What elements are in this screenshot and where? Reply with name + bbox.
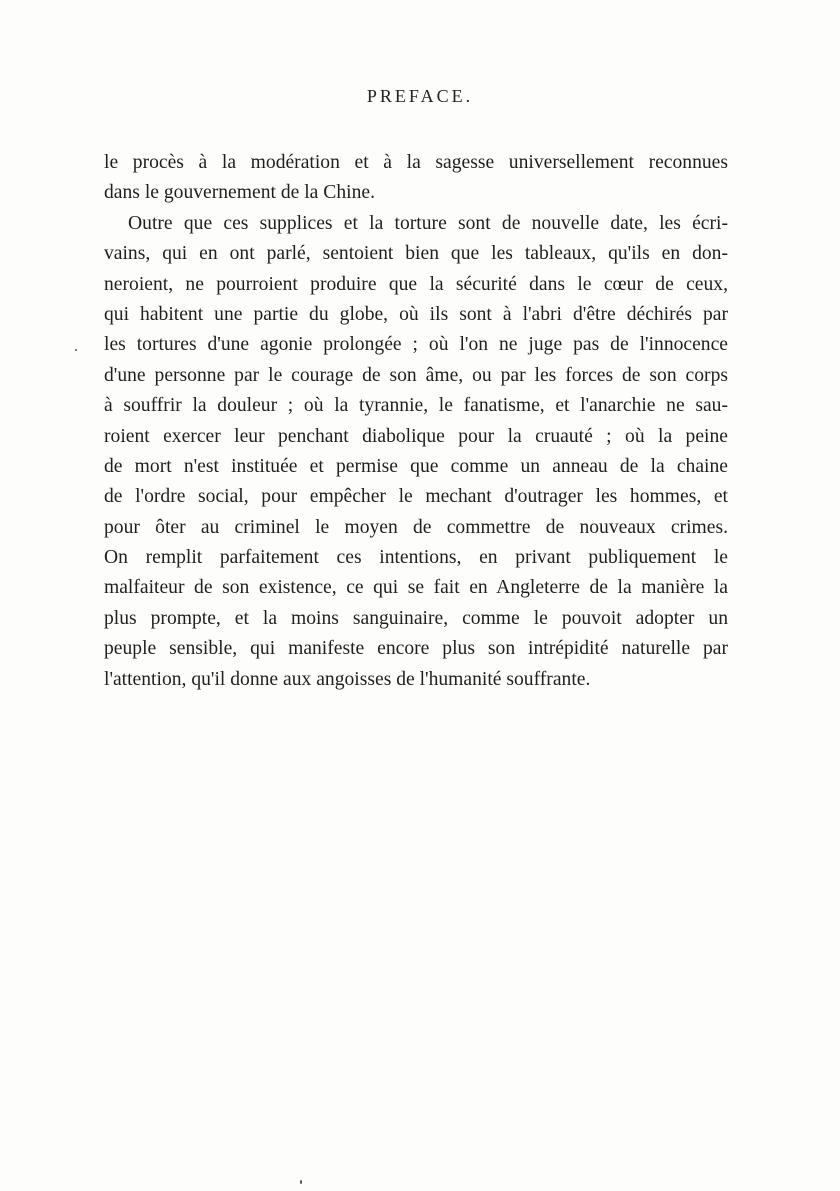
running-head: PREFACE.: [366, 86, 474, 106]
text-line: neroient, ne pourroient produire que la sécurité dans le cœur de ceux,: [104, 273, 728, 295]
ink-speck: [300, 1180, 302, 1184]
text-line: de mort n'est instituée et permise que comme un anneau de la chaine: [104, 455, 728, 477]
ink-speck: [75, 349, 77, 351]
text-line: à souffrir la douleur ; où la tyrannie, le fanatisme, et l'anarchie ne sau-: [104, 395, 728, 417]
text-line: peuple sensible, qui manifeste encore plus son intrépidité naturelle par: [104, 638, 728, 660]
text-line: plus prompte, et la moins sanguinaire, comme le pouvoit adopter un: [104, 607, 728, 629]
text-line: vains, qui en ont parlé, sentoient bien que les tableaux, qu'ils en don-: [104, 243, 728, 265]
text-line: les tortures d'une agonie prolongée ; où l'on ne juge pas de l'innocence: [104, 334, 728, 356]
text-line: de l'ordre social, pour empêcher le mechant d'outrager les hommes, et: [104, 486, 728, 508]
paragraph-first-line: Outre que ces supplices et la torture sont de nouvelle date, les écri-: [128, 212, 728, 234]
text-line: qui habitent une partie du globe, où ils sont à l'abri d'être déchirés par: [104, 303, 728, 325]
text-line: d'une personne par le courage de son âme, ou par les forces de son corps: [104, 364, 728, 386]
text-line: On remplit parfaitement ces intentions, en privant publiquement le: [104, 547, 728, 569]
body-text: [104, 148, 728, 695]
text-line: roient exercer leur penchant diabolique pour la cruauté ; où la peine: [104, 425, 728, 447]
text-line: le procès à la modération et à la sagesse universellement reconnues: [104, 152, 728, 173]
text-line: malfaiteur de son existence, ce qui se fait en Angleterre de la manière la: [104, 577, 728, 599]
text-line: l'attention, qu'il donne aux angoisses de l'humanité souffrante.: [104, 668, 591, 690]
text-line: dans le gouvernement de la Chine.: [104, 182, 375, 204]
text-line: pour ôter au criminel le moyen de commettre de nouveaux crimes.: [104, 516, 728, 538]
